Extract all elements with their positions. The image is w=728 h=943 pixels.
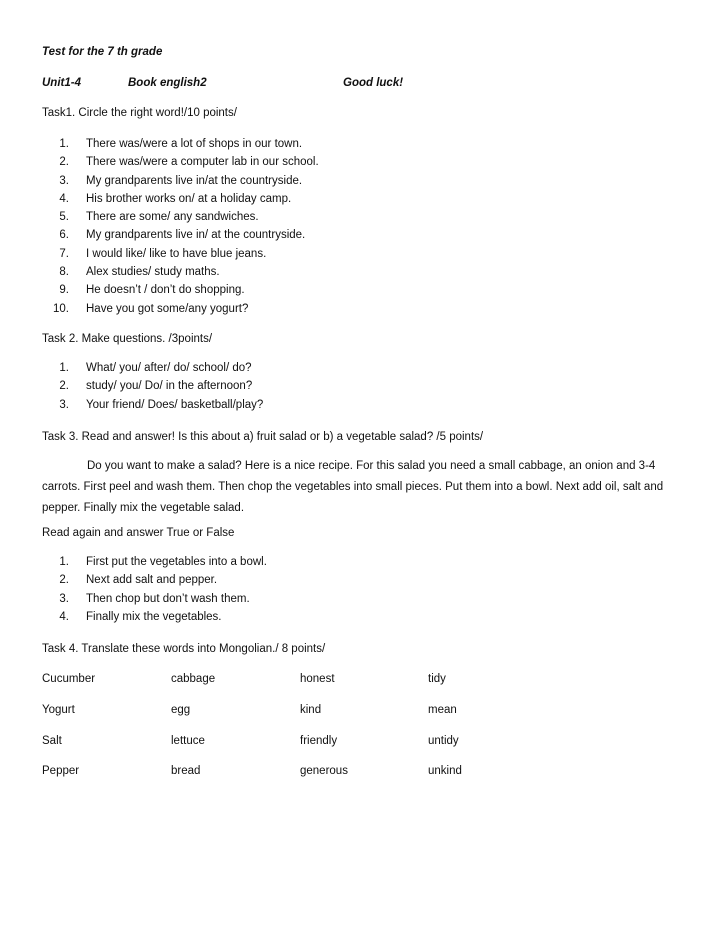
vocab-row (42, 762, 682, 780)
item-text: What/ you/ after/ do/ school/ do? (86, 362, 252, 374)
item-number: 1. (59, 556, 69, 568)
task1-heading: Task1. Circle the right word!/10 points/ (42, 107, 237, 119)
item-text: Then chop but don’t wash them. (86, 592, 250, 605)
item-number: 10. (53, 302, 69, 315)
item-text: He doesn’t / don’t do shopping. (86, 284, 245, 297)
item-number: 1. (59, 362, 69, 374)
test-title: Test for the 7 th grade (42, 46, 163, 58)
task1-list (0, 135, 728, 318)
task4-heading: Task 4. Translate these words into Mongolian./ 8 points/ (42, 643, 326, 655)
list-item (0, 245, 728, 263)
item-text: Have you got some/any yogurt? (86, 302, 249, 315)
task3-subheading: Read again and answer True or False (42, 527, 235, 539)
book-label: Book english2 (128, 77, 207, 89)
vocab-word: friendly (300, 735, 338, 747)
task3-heading: Task 3. Read and answer! Is this about a) fruit salad or b) a vegetable salad? /5 points/ (42, 431, 484, 443)
list-item (0, 359, 728, 377)
vocab-word: kind (300, 704, 322, 716)
list-item (0, 608, 728, 626)
item-text: Alex studies/ study maths. (86, 266, 220, 279)
item-number: 3. (59, 592, 69, 605)
item-text: I would like/ like to have blue jeans. (86, 247, 267, 260)
vocab-word: untidy (428, 735, 459, 747)
item-text: Next add salt and pepper. (86, 574, 218, 587)
vocab-word: Cucumber (42, 673, 96, 685)
item-number: 9. (59, 284, 69, 297)
item-number: 4. (59, 192, 69, 205)
vocab-row (42, 670, 682, 688)
item-number: 3. (59, 174, 69, 187)
vocab-word: mean (428, 704, 457, 716)
item-text: Your friend/ Does/ basketball/play? (86, 398, 264, 411)
vocab-word: Pepper (42, 765, 80, 777)
item-number: 2. (59, 574, 69, 587)
list-item (0, 300, 728, 318)
list-item (0, 377, 728, 395)
item-text: There are some/ any sandwiches. (86, 211, 259, 224)
item-text: His brother works on/ at a holiday camp. (86, 192, 292, 205)
item-number: 6. (59, 229, 69, 242)
list-item (0, 135, 728, 153)
task2-list (0, 359, 728, 414)
vocab-word: Yogurt (42, 704, 75, 716)
list-item (0, 281, 728, 299)
list-item (0, 172, 728, 190)
task3-list (0, 553, 728, 626)
recipe-text: Do you want to make a salad? Here is a nice recipe. For this salad you need a small cabbage, an onion and 3-4 carrots. First peel and wash them. Then chop the vegetables into small pieces. Put them into a bowl. Next add oil, salt and pepper. Finally mix the vegetable salad. (42, 460, 664, 514)
item-text: My grandparents live in/ at the countryside. (86, 229, 306, 242)
list-item (0, 263, 728, 281)
list-item (0, 571, 728, 589)
vocab-word: tidy (428, 673, 446, 685)
list-item (0, 153, 728, 171)
unit-label: Unit1-4 (42, 77, 81, 89)
recipe-paragraph (42, 456, 682, 519)
vocab-word: cabbage (171, 673, 216, 685)
vocab-word: lettuce (171, 735, 205, 747)
item-number: 1. (59, 138, 69, 150)
item-number: 4. (59, 610, 69, 623)
list-item (0, 590, 728, 608)
vocab-word: unkind (428, 765, 462, 777)
vocab-row (42, 701, 682, 719)
vocab-word: Salt (42, 735, 62, 747)
item-text: My grandparents live in/at the countryside. (86, 174, 303, 187)
item-number: 5. (59, 211, 69, 224)
item-number: 2. (59, 380, 69, 393)
vocab-word: egg (171, 704, 191, 716)
vocab-word: generous (300, 765, 348, 777)
task2-heading: Task 2. Make questions. /3points/ (42, 333, 213, 345)
item-text: study/ you/ Do/ in the afternoon? (86, 380, 253, 393)
item-text: Finally mix the vegetables. (86, 610, 222, 623)
vocab-word: honest (300, 673, 335, 685)
list-item (0, 396, 728, 414)
item-number: 2. (59, 156, 69, 169)
item-number: 7. (59, 247, 69, 260)
list-item (0, 190, 728, 208)
good-luck-label: Good luck! (343, 77, 404, 89)
item-text: There was/were a lot of shops in our town. (86, 138, 303, 150)
item-text: There was/were a computer lab in our school. (86, 156, 319, 169)
item-number: 3. (59, 398, 69, 411)
item-number: 8. (59, 266, 69, 279)
item-text: First put the vegetables into a bowl. (86, 556, 267, 568)
list-item (0, 208, 728, 226)
vocab-word: bread (171, 765, 201, 777)
vocab-row (42, 732, 682, 750)
list-item (0, 553, 728, 571)
list-item (0, 226, 728, 244)
